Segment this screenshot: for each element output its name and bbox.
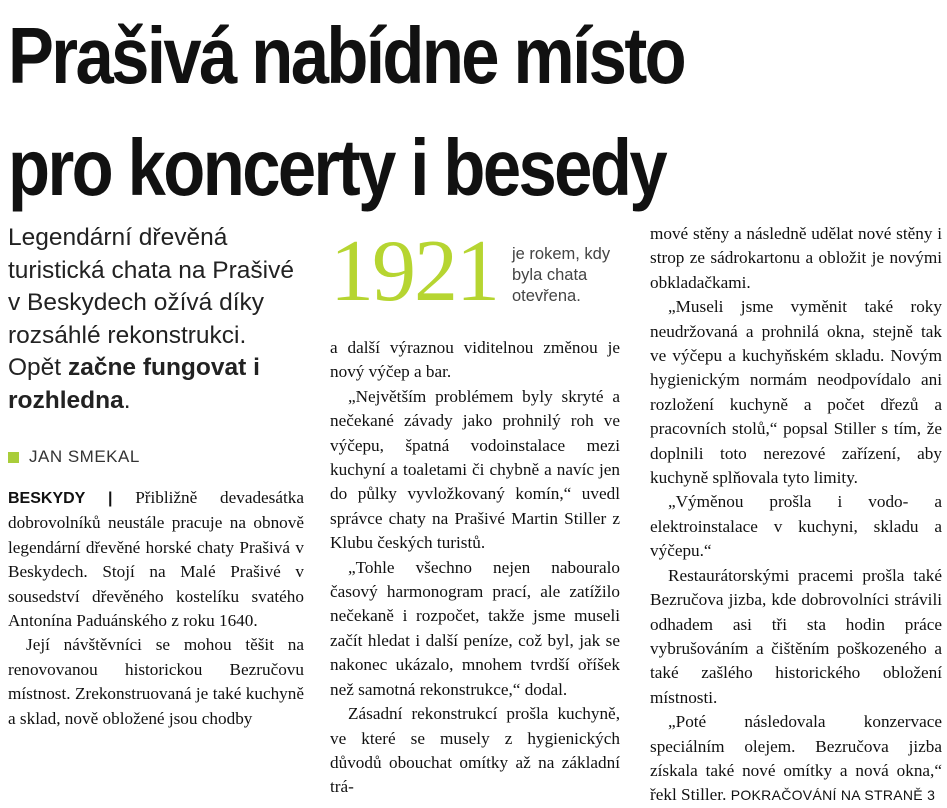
lead-end: . [123, 386, 131, 414]
author-name: JAN SMEKAL [29, 447, 140, 466]
lead-paragraph [8, 222, 304, 417]
lead-text: Legendární dřevěná turistická chata na Prašivé v Beskydech ožívá díky rozsáhlé rekonstrukci. Opět [8, 224, 294, 381]
paragraph: a další výraznou viditelnou změnou je nový výčep a bar. [330, 338, 620, 382]
headline-line-1: Prašivá nabídne místo [8, 11, 685, 100]
fact-box [330, 222, 620, 336]
paragraph: „Poté následovala konzervace speciálním olejem. Bezručova jizba získala také nové omítky a nová okna,“ řekl Stiller. POKRAČOVÁNÍ NA STRANĚ 3 [650, 712, 942, 805]
paragraph: mové stěny a následně udělat nové stěny i strop ze sádrokartonu a obložit je novými obkladačkami. [650, 224, 942, 292]
lead-bold: začne fungovat i rozhledna [8, 354, 260, 414]
byline [8, 447, 304, 467]
paragraph: „Výměnou prošla i vodo- a elektroinstalace v kuchyni, skladu a výčepu.“ [650, 492, 942, 561]
headline-line-2: pro koncerty i besedy [8, 123, 665, 212]
paragraph: Restaurátorskými pracemi prošla také Bezručova jizba, kde dobrovolníci strávili odhadem asi tři sta hodin práce vybrušováním a čištěním poškozeného a také zašlého historického obložení místnosti. [650, 565, 942, 707]
headline [8, 0, 812, 224]
fact-text: je rokem, kdy byla chata otevřena. [512, 245, 611, 305]
column-3 [650, 222, 942, 808]
column-1 [8, 222, 304, 731]
continued-link[interactable]: POKRAČOVÁNÍ NA STRANĚ 3 [730, 787, 936, 804]
paragraph: „Tohle všechno nejen nabouralo časový harmonogram prací, ale zatížilo nečekaně i rozpočet, takže jsme museli začít hledat i další peníze, což byl, jak se nakonec ukázalo, mnohem tvrdší oříšek než samotná rekonstrukce,“ dodal. [330, 557, 620, 699]
body-text-col2 [330, 336, 620, 800]
body-text-col3 [650, 222, 942, 808]
column-2 [330, 222, 620, 800]
paragraph: Zásadní rekonstrukcí prošla kuchyně, ve které se musely z hygienických důvodů obouchat omítky až na základní trá- [330, 704, 620, 797]
paragraph: Její návštěvníci se mohou těšit na renovovanou historickou Bezručovu místnost. Zrekonstruovaná je také kuchyně a sklad, nově obložené jsou chodby [8, 635, 304, 728]
paragraph: BESKYDY | Přibližně devadesátka dobrovolníků neustále pracuje na obnově legendární dřevěné horské chaty Prašivá v Beskydech. Stojí na Malé Prašivé v sousedství dřevěného kostelíku svatého Antonína Paduánského z roku 1640. [8, 488, 304, 631]
paragraph: „Největším problémem byly skryté a nečekané závady jako prohnilý roh ve výčepu, špatná vodoinstalace mezi kuchyní a toaletami či chybně a navíc jen do půlky vyvložkovaný komín,“ uvedl správce chaty na Prašivé Martin Stiller z Klubu českých turistů. [330, 386, 620, 553]
body-text-col1 [8, 486, 304, 731]
location-tag: BESKYDY | [8, 490, 113, 507]
paragraph: „Museli jsme vyměnit také roky neudržovaná a prohnilá okna, stejně tak ve výčepu a kuchyňském skladu. Novým hygienickým normám neodpovídalo ani rozložení kuchyně a počet dřezů a pracovních stolů,“ popsal Stiller s tím, že doplnili toto nerezové zařízení, aby kuchyně splňovala tyto limity. [650, 297, 942, 488]
fact-number: 1921 [330, 223, 498, 320]
square-marker-icon [8, 452, 19, 463]
